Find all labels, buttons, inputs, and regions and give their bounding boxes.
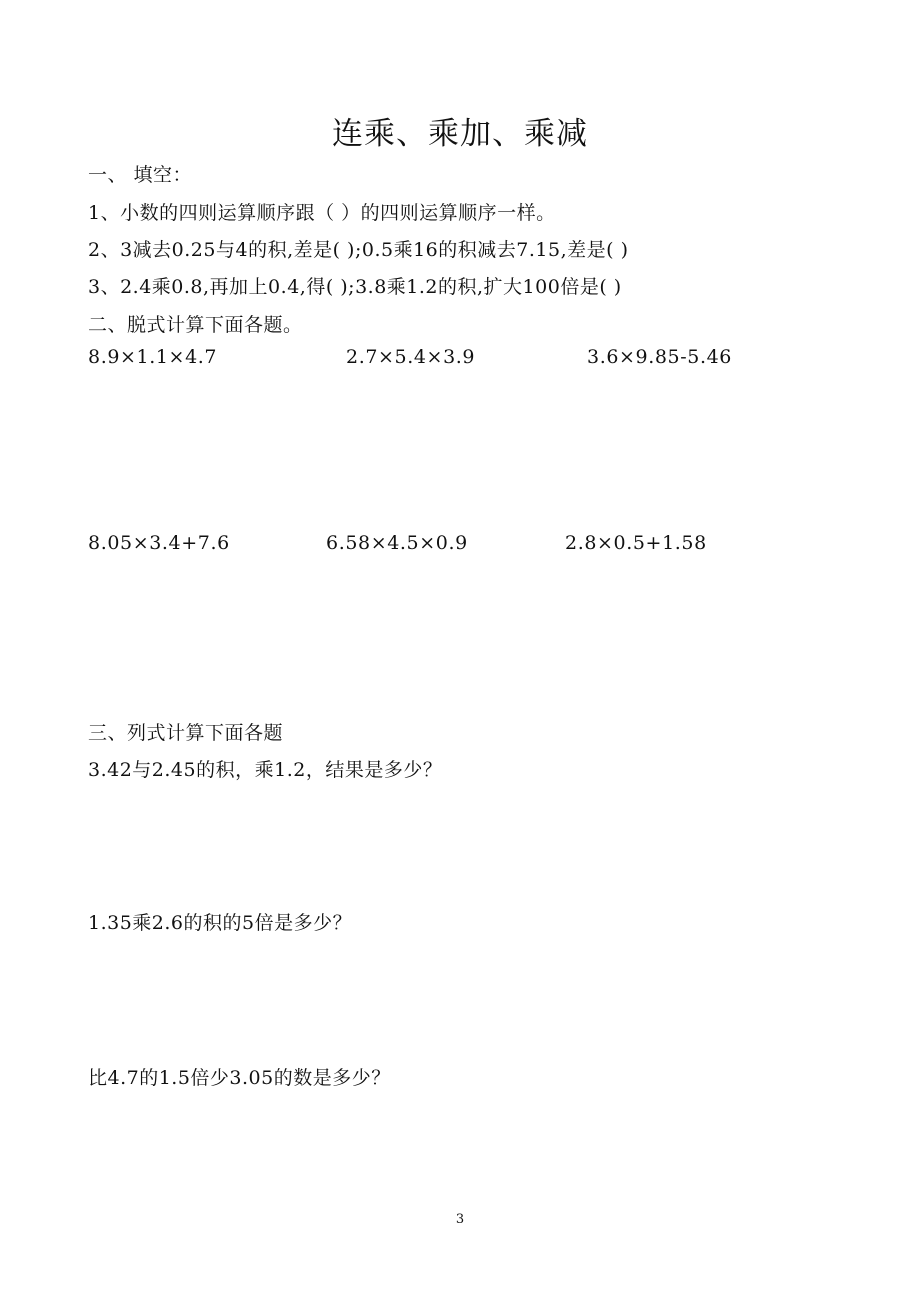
word-problem-2: 1.35乘2.6的积的5倍是多少？ [88, 912, 353, 934]
page-title: 连乘、乘加、乘减 [332, 116, 588, 152]
word-problem-1: 3.42与2.45的积，乘1.2，结果是多少？ [88, 759, 443, 781]
page-number: 3 [455, 1212, 465, 1227]
calc-problem: 8.9×1.1×4.7 [88, 346, 218, 368]
fill-question-2: 2、3减去0.25与4的积,差是( );0.5乘16的积减去7.15,差是( ) [88, 239, 629, 261]
section1-heading: 一、 填空： [88, 164, 193, 186]
calc-problem: 3.6×9.85-5.46 [587, 346, 732, 368]
calc-problem: 2.8×0.5+1.58 [565, 532, 707, 554]
fill-question-1: 1、小数的四则运算顺序跟（ ）的四则运算顺序一样。 [88, 202, 556, 224]
calc-problem: 8.05×3.4+7.6 [88, 532, 230, 554]
calc-problem: 6.58×4.5×0.9 [326, 532, 468, 554]
section3-heading: 三、列式计算下面各题 [88, 722, 284, 744]
calc-problem: 2.7×5.4×3.9 [346, 346, 476, 368]
section2-heading: 二、脱式计算下面各题。 [88, 314, 303, 336]
fill-question-3: 3、2.4乘0.8,再加上0.4,得( );3.8乘1.2的积,扩大100倍是( ) [88, 276, 622, 298]
word-problem-3: 比4.7的1.5倍少3.05的数是多少？ [88, 1067, 391, 1089]
